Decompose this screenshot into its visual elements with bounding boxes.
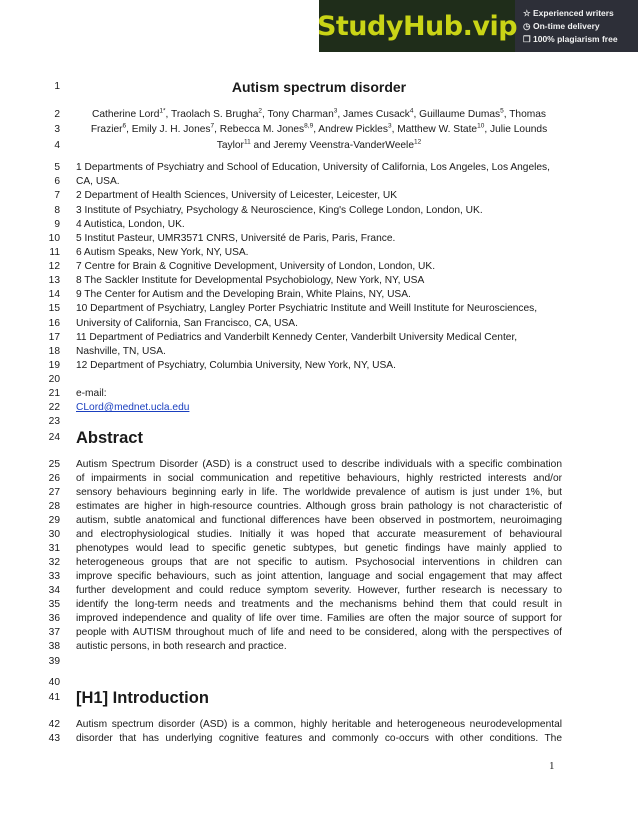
- line-number: 15: [48, 303, 60, 314]
- abstract-text: autism, subtle anatomical and functional differences have been observed in postmortem, neuroimaging: [76, 515, 562, 526]
- line-number: 34: [48, 585, 60, 596]
- manuscript-line: [0, 123, 638, 137]
- email-label: e-mail:: [76, 388, 107, 399]
- manuscript-line: [0, 458, 638, 472]
- line-number: 17: [48, 332, 60, 343]
- abstract-heading: Abstract: [76, 429, 143, 447]
- studyhub-banner[interactable]: [316, 0, 638, 52]
- manuscript-line: [0, 387, 638, 401]
- line-number: 40: [48, 677, 60, 688]
- line-number: 35: [48, 599, 60, 610]
- line-number: 14: [48, 289, 60, 300]
- paper-title: Autism spectrum disorder: [231, 79, 407, 95]
- manuscript-line: [0, 302, 638, 316]
- abstract-text: further development and could reduce symptom severity. However, further research is necessary to: [76, 585, 562, 596]
- introduction-text: disorder that has underlying cognitive features and commonly co-occurs with other conditions. The: [76, 733, 562, 744]
- abstract-text: sensory behaviours beginning early in life. The worldwide prevalence of autism is just under 1%, but: [76, 487, 562, 498]
- abstract-text: improve specific behaviours, such as joint attention, language and social engagement that may affect: [76, 571, 562, 582]
- abstract-text: of impairments in social communication and repetitive behaviours, highly restricted interests and/or: [76, 473, 562, 484]
- abstract-text: Autism Spectrum Disorder (ASD) is a construct used to describe individuals with a specific combination: [76, 459, 562, 470]
- manuscript-line: [0, 345, 638, 359]
- line-number: 12: [48, 261, 60, 272]
- affiliation: 10 Department of Psychiatry, Langley Porter Psychiatric Institute and Weill Institute for Neurosciences,: [76, 303, 538, 314]
- line-number: 3: [54, 124, 60, 135]
- line-number: 38: [48, 641, 60, 652]
- line-number: 42: [48, 719, 60, 730]
- manuscript-line: [0, 570, 638, 584]
- affiliation: 8 The Sackler Institute for Developmental Psychobiology, New York, NY, USA: [76, 275, 425, 286]
- manuscript-line: [0, 401, 638, 415]
- manuscript-line: [0, 161, 638, 175]
- manuscript-line: [0, 274, 638, 288]
- manuscript-line: [0, 139, 638, 153]
- affiliation: 5 Institut Pasteur, UMR3571 CNRS, Université de Paris, Paris, France.: [76, 233, 396, 244]
- affiliation: 9 The Center for Autism and the Developing Brain, White Plains, NY, USA.: [76, 289, 411, 300]
- line-number: 16: [48, 318, 60, 329]
- affiliation: 12 Department of Psychiatry, Columbia University, New York, NY, USA.: [76, 360, 396, 371]
- line-number: 28: [48, 501, 60, 512]
- affiliation: 6 Autism Speaks, New York, NY, USA.: [76, 247, 249, 258]
- email-link[interactable]: CLord@mednet.ucla.edu: [76, 402, 190, 413]
- introduction-heading: [H1] Introduction: [76, 689, 209, 707]
- line-number: 36: [48, 613, 60, 624]
- line-number: 41: [48, 692, 60, 703]
- line-number: 22: [48, 402, 60, 413]
- line-number: 43: [48, 733, 60, 744]
- line-number: 33: [48, 571, 60, 582]
- manuscript-line: [0, 472, 638, 486]
- line-number: 39: [48, 656, 60, 667]
- line-number: 26: [48, 473, 60, 484]
- line-number: 20: [48, 374, 60, 385]
- line-number: 5: [54, 162, 60, 173]
- line-number: 37: [48, 627, 60, 638]
- line-number: 8: [54, 205, 60, 216]
- line-number: 9: [54, 219, 60, 230]
- affiliation: Nashville, TN, USA.: [76, 346, 166, 357]
- line-number: 19: [48, 360, 60, 371]
- manuscript-line: [0, 655, 638, 669]
- manuscript-line: [0, 500, 638, 514]
- studyhub-logo[interactable]: [316, 0, 518, 52]
- affiliation: University of California, San Francisco, CA, USA.: [76, 318, 298, 329]
- manuscript-line: [0, 691, 638, 705]
- line-number: 32: [48, 557, 60, 568]
- line-number: 1: [54, 81, 60, 92]
- line-number: 23: [48, 416, 60, 427]
- affiliation: 7 Centre for Brain & Cognitive Development, University of London, London, UK.: [76, 261, 436, 272]
- manuscript-line: [0, 359, 638, 373]
- manuscript-line: [0, 232, 638, 246]
- manuscript-line: [0, 317, 638, 331]
- abstract-text: identify the long-term needs and treatments and the mechanisms behind them that could result in: [76, 599, 562, 610]
- manuscript-line: [0, 732, 638, 746]
- line-number: 6: [54, 176, 60, 187]
- page-number: 1: [549, 760, 555, 772]
- line-number: 10: [48, 233, 60, 244]
- feature-experienced-writers: ☆ Experienced writers: [523, 8, 614, 18]
- line-number: 11: [49, 247, 60, 258]
- manuscript-line: [0, 612, 638, 626]
- brand-name: StudyHub.vip: [316, 10, 518, 42]
- manuscript-line: [0, 218, 638, 232]
- manuscript-line: [0, 260, 638, 274]
- manuscript-line: [0, 556, 638, 570]
- abstract-text: autistic persons, in both research and practice.: [76, 641, 287, 652]
- affiliation: 3 Institute of Psychiatry, Psychology & Neuroscience, King's College London, London, UK.: [76, 205, 483, 216]
- abstract-text: heterogeneous groups that are not specific to autism. Psychosocial interventions in children can: [76, 557, 562, 568]
- manuscript-line: [0, 626, 638, 640]
- manuscript-line: [0, 528, 638, 542]
- line-number: 18: [48, 346, 60, 357]
- copy-icon: ❐: [523, 34, 531, 44]
- line-number: 21: [48, 388, 60, 399]
- star-icon: ☆: [523, 8, 531, 18]
- line-number: 13: [48, 275, 60, 286]
- abstract-text: improved independence and quality of life over time. Families are often the major source of support for: [76, 613, 562, 624]
- manuscript-line: [0, 542, 638, 556]
- manuscript-line: [0, 514, 638, 528]
- manuscript-line: [0, 246, 638, 260]
- feature-plagiarism-free: ❐ 100% plagiarism free: [523, 34, 618, 44]
- affiliation: CA, USA.: [76, 176, 120, 187]
- feature-on-time-delivery: ◷ On-time delivery: [523, 21, 600, 31]
- manuscript-line: [0, 415, 638, 429]
- manuscript-line: [0, 204, 638, 218]
- manuscript-line: [0, 189, 638, 203]
- manuscript-line: [0, 80, 638, 94]
- abstract-text: and electrophysiological studies. Initially it was hoped that accurate measurement of behavioural: [76, 529, 562, 540]
- manuscript-line: [0, 640, 638, 654]
- affiliation: 11 Department of Pediatrics and Vanderbilt Kennedy Center, Vanderbilt University Medical Center,: [76, 332, 518, 343]
- manuscript-line: [0, 175, 638, 189]
- manuscript-line: [0, 598, 638, 612]
- manuscript-line: [0, 108, 638, 122]
- introduction-text: Autism spectrum disorder (ASD) is a common, highly heritable and heterogeneous neurodevelopmental: [76, 719, 562, 730]
- manuscript-line: [0, 431, 638, 445]
- manuscript-line: [0, 373, 638, 387]
- line-number: 24: [48, 432, 60, 443]
- manuscript-line: [0, 331, 638, 345]
- line-number: 7: [54, 190, 60, 201]
- line-number: 29: [48, 515, 60, 526]
- abstract-text: estimates are higher in high-resource countries. Although gross brain pathology is not characteristic of: [76, 501, 562, 512]
- abstract-text: phenotypes would lead to specific genetic subtypes, but genetic findings have mainly applied to: [76, 543, 562, 554]
- manuscript-line: [0, 718, 638, 732]
- line-number: 25: [48, 459, 60, 470]
- line-number: 4: [54, 140, 60, 151]
- manuscript-line: [0, 584, 638, 598]
- abstract-text: people with AUTISM throughout much of life and need to be considered, along with the perspectives of: [76, 627, 562, 638]
- author-list: Frazier$^6$, Emily J. H. Jones$^7$, Rebecca M. Jones$^{8,9}$, Andrew Pickles$^3$, Matthew W. State$^{10}$, Julie Lounds: [90, 122, 548, 135]
- line-number: 2: [54, 109, 60, 120]
- manuscript-line: [0, 288, 638, 302]
- affiliation: 2 Department of Health Sciences, University of Leicester, Leicester, UK: [76, 190, 398, 201]
- line-number: 27: [48, 487, 60, 498]
- author-list: Catherine Lord$^{1*}$, Traolach S. Brugha$^2$, Tony Charman$^3$, James Cusack$^4$, Guillaume Dumas$^5$, Thomas: [91, 107, 547, 120]
- line-number: 31: [48, 543, 60, 554]
- author-list: Taylor$^{11}$ and Jeremy Veenstra-VanderWeele$^{12}$: [216, 138, 422, 151]
- line-number: 30: [48, 529, 60, 540]
- clock-icon: ◷: [523, 21, 531, 31]
- banner-features: [515, 0, 638, 52]
- affiliation: 1 Departments of Psychiatry and School of Education, University of California, Los Angeles, Los Angeles,: [76, 162, 550, 173]
- manuscript-line: [0, 486, 638, 500]
- affiliation: 4 Autistica, London, UK.: [76, 219, 185, 230]
